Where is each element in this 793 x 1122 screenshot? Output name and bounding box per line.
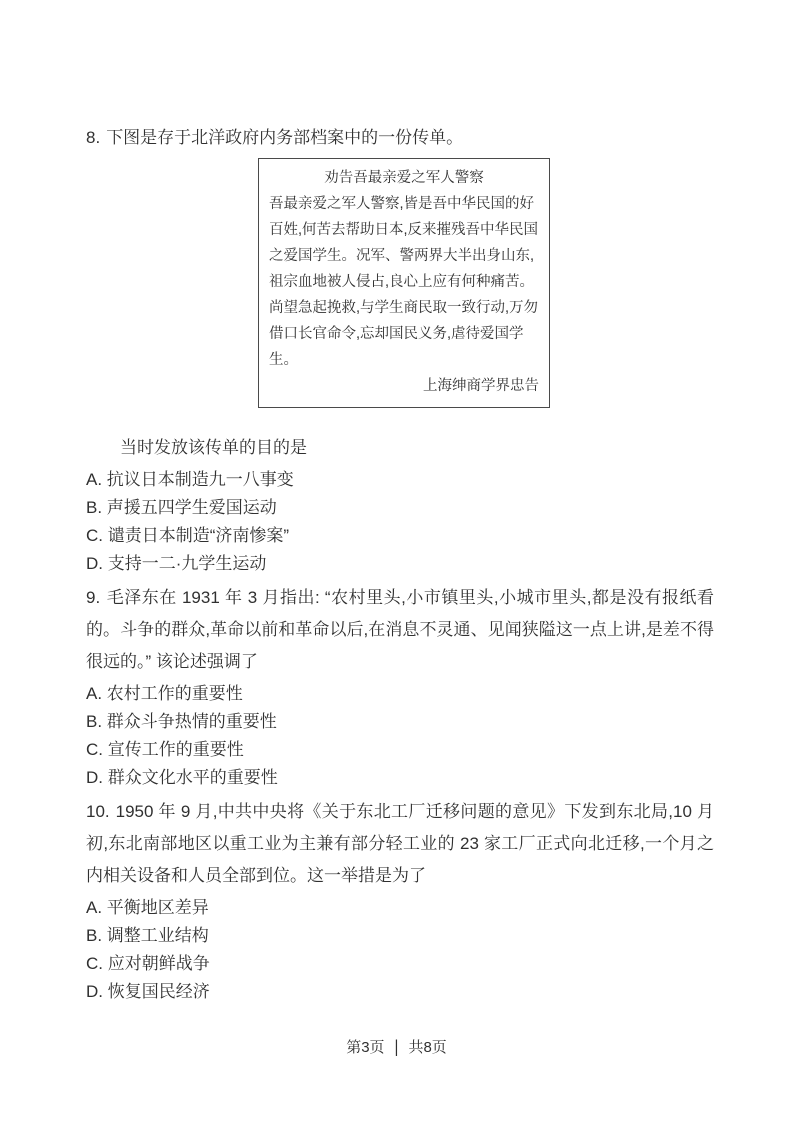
flyer-line: 祖宗血地被人侵占,良心上应有何种痛苦。 <box>269 274 535 290</box>
question-8-number: 8. <box>86 128 101 147</box>
question-8-option-c: C. 谴责日本制造“济南惨案” <box>86 526 290 545</box>
flyer-signature: 上海绅商学界忠告 <box>423 378 539 394</box>
question-9-option-d: D. 群众文化水平的重要性 <box>86 768 278 787</box>
question-8-stem <box>86 122 714 154</box>
question-8-options <box>86 466 714 578</box>
question-10 <box>86 796 714 1006</box>
question-8-prompt: 当时发放该传单的目的是 <box>120 438 307 457</box>
flyer-box <box>258 158 550 408</box>
question-10-stem <box>86 796 714 892</box>
question-10-option-c: C. 应对朝鲜战争 <box>86 954 210 973</box>
flyer-line: 之爱国学生。况军、警两界大半出身山东, <box>269 248 535 264</box>
flyer-line: 借口长官命令,忘却国民义务,虐待爱国学 <box>269 326 524 342</box>
page-content <box>86 118 714 1006</box>
question-8-option-a: A. 抗议日本制造九一八事变 <box>86 470 294 489</box>
question-9-stem <box>86 582 714 678</box>
question-10-number: 10. <box>86 802 110 821</box>
page-footer <box>0 1036 793 1057</box>
footer-separator: | <box>394 1037 399 1058</box>
question-9-options <box>86 680 714 792</box>
flyer-title: 劝告吾最亲爱之军人警察 <box>324 170 484 186</box>
question-9-option-a: A. 农村工作的重要性 <box>86 684 243 703</box>
flyer-line: 百姓,何苦去帮助日本,反来摧残吾中华民国 <box>269 222 539 238</box>
question-9-stem-text: 毛泽东在 1931 年 3 月指出: “农村里头,小市镇里头,小城市里头,都是没有报纸看的。斗争的群众,革命以前和革命以后,在消息不灵通、见闻狭隘这一点上讲,是差不得很远的。” 该论述强调了 <box>86 588 714 671</box>
question-10-option-b: B. 调整工业结构 <box>86 926 209 945</box>
question-10-options <box>86 894 714 1006</box>
question-8 <box>86 122 714 578</box>
question-10-option-d: D. 恢复国民经济 <box>86 982 210 1001</box>
flyer-line: 生。 <box>269 352 298 368</box>
flyer-line: 吾最亲爱之军人警察,皆是吾中华民国的好 <box>269 196 535 212</box>
question-8-option-d: D. 支持一二·九学生运动 <box>86 554 267 573</box>
question-10-option-a: A. 平衡地区差异 <box>86 898 209 917</box>
question-9 <box>86 582 714 792</box>
flyer-line: 尚望急起挽救,与学生商民取一致行动,万勿 <box>269 300 539 316</box>
question-10-stem-text: 1950 年 9 月,中共中央将《关于东北工厂迁移问题的意见》下发到东北局,10 月初,东北南部地区以重工业为主兼有部分轻工业的 23 家工厂正式向北迁移,一个月之内相关设备和人员全部到位。这一举措是为了 <box>86 802 714 885</box>
footer-page-number: 第3页 <box>346 1039 385 1056</box>
question-9-option-b: B. 群众斗争热情的重要性 <box>86 712 277 731</box>
footer-page-total: 共8页 <box>408 1039 447 1056</box>
question-9-number: 9. <box>86 588 101 607</box>
question-9-option-c: C. 宣传工作的重要性 <box>86 740 244 759</box>
question-8-stem-text: 下图是存于北洋政府内务部档案中的一份传单。 <box>106 128 464 147</box>
question-8-option-b: B. 声援五四学生爱国运动 <box>86 498 277 517</box>
